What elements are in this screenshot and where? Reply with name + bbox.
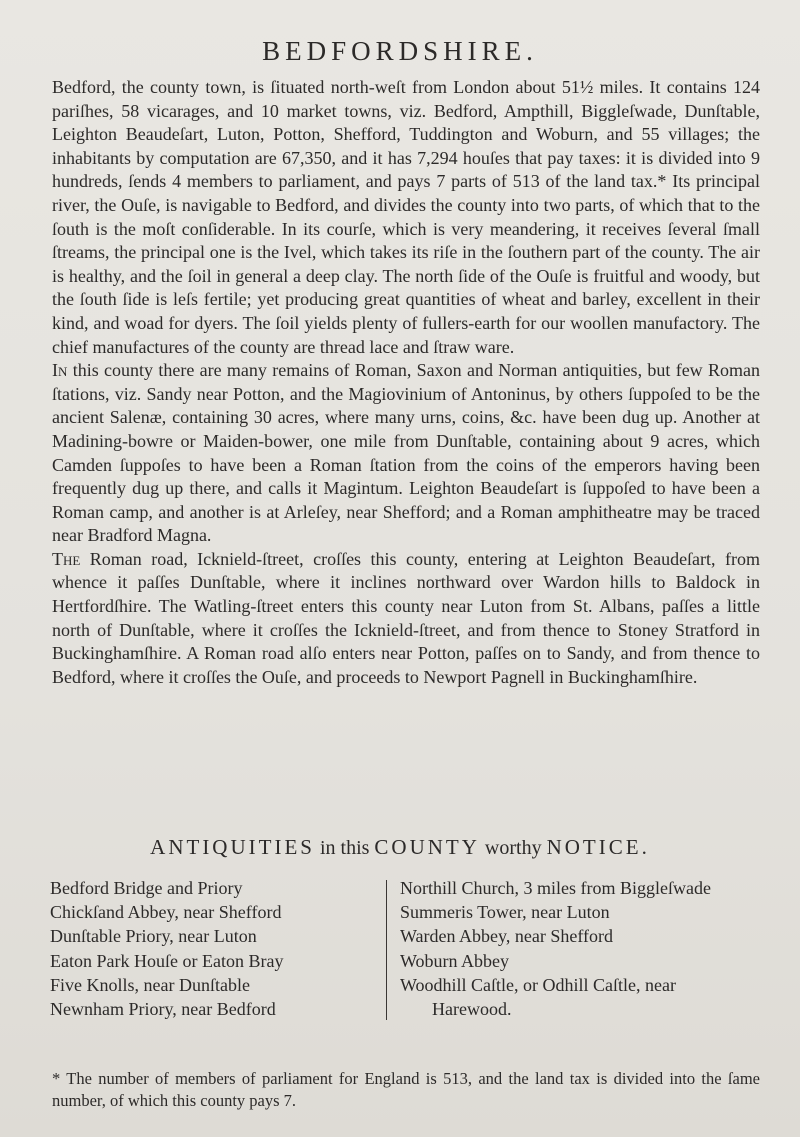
list-item: Eaton Park Houſe or Eaton Bray <box>50 950 284 971</box>
paragraph-lead-word: In <box>52 360 68 381</box>
heading-word: COUNTY <box>374 835 480 859</box>
page-title: BEDFORDSHIRE. <box>262 36 538 66</box>
list-item: Bedford Bridge and Priory <box>50 878 243 898</box>
list-item: Newnham Priory, near Bedford <box>50 999 276 1020</box>
paragraph-county-description: Bedford, the county town, is ſituated north-weſt from London about 51½ miles. It contains 124 pariſhes, 58 vicarages, and 10 market towns, viz. Bedford, Ampthill, Biggleſwade, Dunſtable, Leighton Beaudeſart, Luton, Potton, Shefford, Tuddington and Woburn, and 55 villages; the inhabitants by computation are 67,350, and it has 7,294 houſes that pay taxes: it is divided into 9 hundreds, ſends 4 members to parliament, and pays 7 parts of 513 of the land tax.* Its principal river, the Ouſe, is navigable to Bedford, and divides the county into two parts, of which that to the ſouth is the moſt conſiderable. In its courſe, which is very meandering, it receives ſeveral ſmall ſtreams, the principal one is the Ivel, which takes its riſe in the ſouthern part of the county. The air is healthy, and the ſoil in general a deep clay. The north ſide of the Ouſe is fruitful and woody, but the ſouth ſide is leſs fertile; yet producing great quantities of wheat and barley, excellent in their kind, and woad for dyers. The ſoil yields plenty of fullers-earth for our woollen manufactory. The chief manufactures of the county are thread lace and ſtraw ware. <box>52 77 760 357</box>
list-item: Woburn Abbey <box>400 950 510 971</box>
list-item: Dunſtable Priory, near Luton <box>50 926 257 947</box>
heading-word: ANTIQUITIES <box>150 835 315 859</box>
heading-word: NOTICE. <box>546 835 650 859</box>
antiquities-list-left <box>50 876 380 1021</box>
list-item: Five Knolls, near Dunſtable <box>50 974 250 995</box>
list-item: Chickſand Abbey, near Shefford <box>50 902 282 923</box>
paragraph-lead-word: The <box>52 548 81 569</box>
antiquities-list-right <box>400 876 760 1021</box>
paragraph-roman-roads <box>52 548 760 690</box>
paragraph-body: this county there are many remains of Roman, Saxon and Norman antiquities, but few Roman ſtations, viz. Sandy near Potton, and the Magiovinium of Antoninus, by others ſuppoſed to be the ancient Salenæ, containing 30 acres, where many urns, coins, &c. have been dug up. Another at Madining-bowre or Maiden-bower, one mile from Dunſtable, containing about 9 acres, which Camden ſuppoſes to have been a Roman ſtation from the coins of the emperors having been frequently dug up there, and calls it Magintum. Leighton Beaudeſart is ſuppoſed to have been a Roman camp, and another is at Arleſey, near Shefford; and a Roman amphitheatre may be traced near Bradford Magna. <box>52 360 760 546</box>
list-item: Summeris Tower, near Luton <box>400 902 610 923</box>
paragraph-body: Roman road, Icknield-ſtreet, croſſes this county, entering at Leighton Beaudeſart, from whence it paſſes Dunſtable, where it inclines northward over Wardon hills to Baldock in Hertfordſhire. The Watling-ſtreet enters this county near Luton from St. Albans, paſſes a little north of Dunſtable, where it croſſes the Icknield-ſtreet, and from thence to Stoney Stratford in Buckinghamſhire. A Roman road alſo enters near Potton, paſſes on to Sandy, and from thence to Bedford, where it croſſes the Ouſe, and proceeds to Newport Pagnell in Buckinghamſhire. <box>52 548 760 687</box>
main-text <box>52 76 760 689</box>
list-item: Woodhill Caſtle, or Odhill Caſtle, near <box>400 974 676 995</box>
antiquities-heading <box>0 835 800 860</box>
footnote: * The number of members of parliament for England is 513, and the land tax is divided into the ſame number, of which this county pays 7. <box>52 1069 760 1110</box>
heading-word: in this <box>314 837 375 859</box>
list-item: Warden Abbey, near Shefford <box>400 926 613 947</box>
heading-word: worthy <box>479 837 547 859</box>
paragraph-antiquities <box>52 359 760 548</box>
list-item-continuation: Harewood. <box>432 999 512 1020</box>
column-divider <box>386 880 387 1020</box>
list-item: Northill Church, 3 miles from Biggleſwade <box>400 878 711 898</box>
